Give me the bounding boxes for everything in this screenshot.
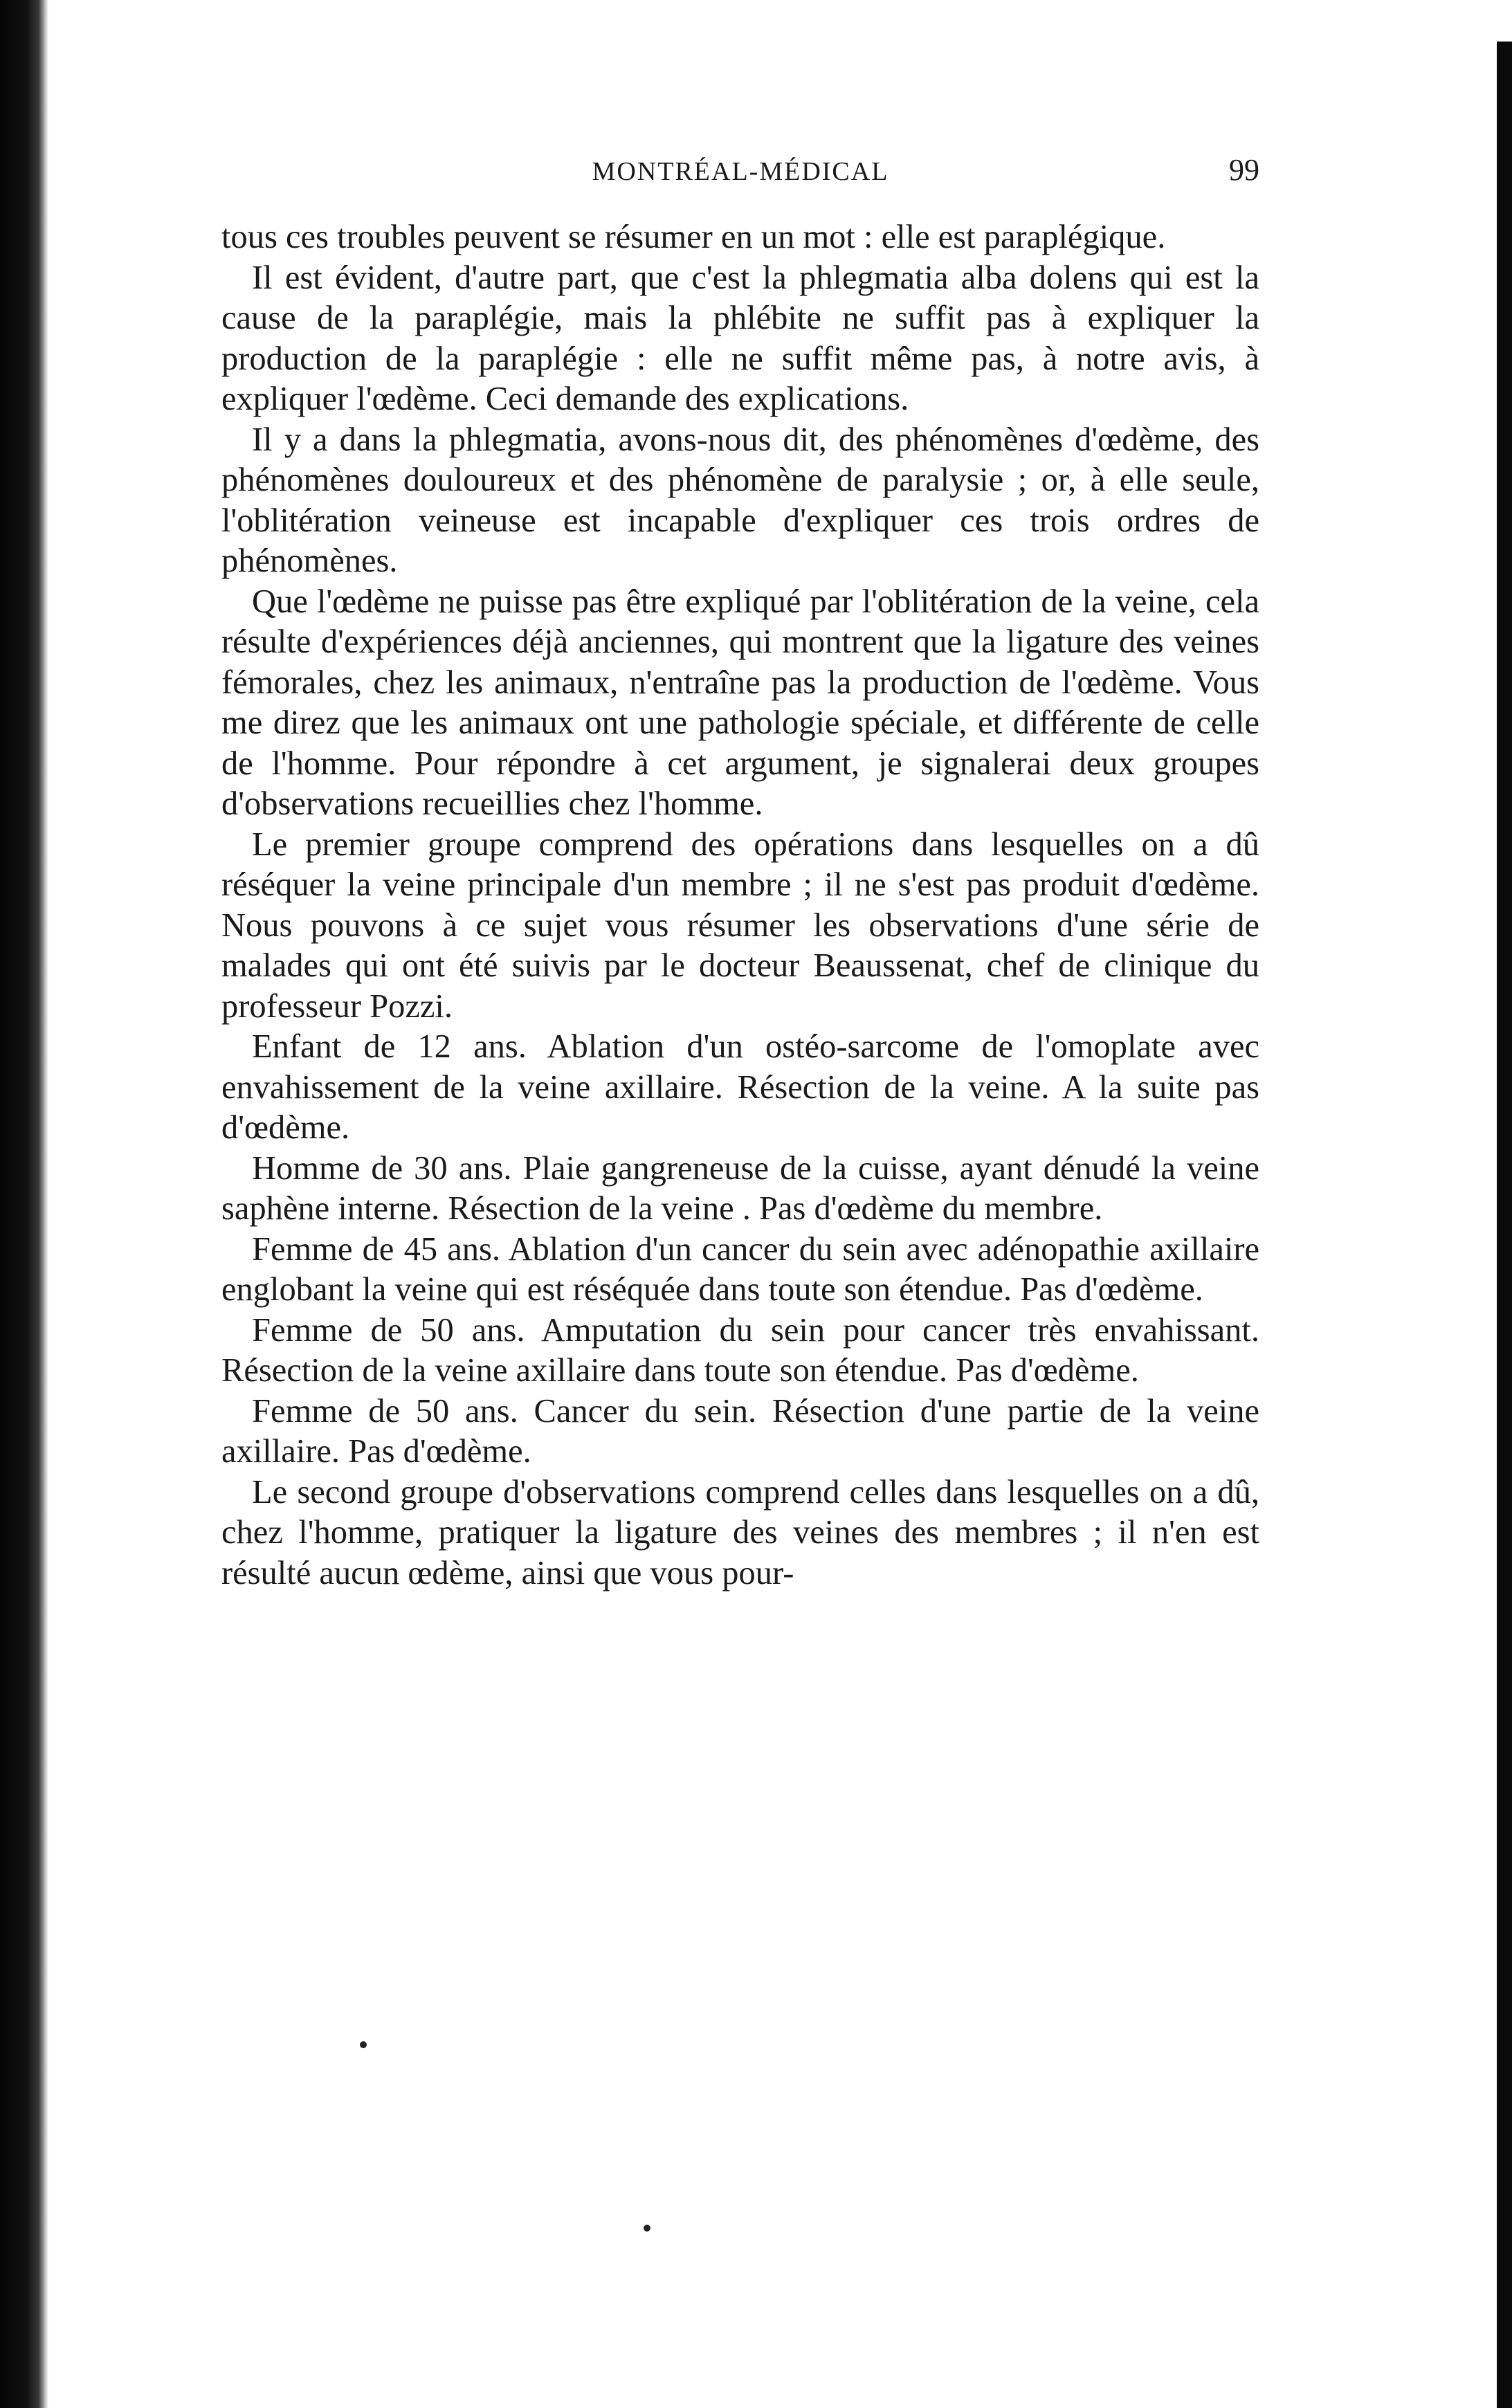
paragraph-11: Le second groupe d'observations comprend celles dans lesquelles on a dû, chez l'homme, pratiquer la ligature des veines des membres ; il n'en est résulté aucun œdème, ainsi que vous pour- [221,1473,1259,1591]
scan-speck [360,2041,367,2048]
paragraph-10: Femme de 50 ans. Cancer du sein. Résection d'une partie de la veine axillaire. Pas d'œdème. [221,1392,1259,1470]
running-title: MONTRÉAL-MÉDICAL [592,157,889,186]
paragraph-8: Femme de 45 ans. Ablation d'un cancer du sein avec adénopathie axillaire englobant la veine qui est réséquée dans toute son étendue. Pas d'œdème. [221,1230,1259,1308]
paragraph-6: Enfant de 12 ans. Ablation d'un ostéo-sarcome de l'omoplate avec envahissement de la veine axillaire. Résection de la veine. A la suite pas d'œdème. [221,1028,1259,1146]
scan-edge-left [0,0,48,2408]
page-number: 99 [1229,153,1259,187]
scan-edge-right [1497,42,1512,2408]
paragraph-4: Que l'œdème ne puisse pas être expliqué par l'oblitération de la veine, cela résulte d'expériences déjà anciennes, qui montrent que la ligature des veines fémorales, chez les animaux, n'entraîne pas la production de l'œdème. Vous me direz que les animaux ont une pathologie spéciale, et différente de celle de l'homme. Pour répondre à cet argument, je signalerai deux groupes d'observations recueillies chez l'homme. [221,583,1259,822]
paragraph-2: Il est évident, d'autre part, que c'est la phlegmatia alba dolens qui est la cause de la paraplégie, mais la phlébite ne suffit pas à expliquer la production de la paraplégie : elle ne suffit même pas, à notre avis, à expliquer l'œdème. Ceci demande des explications. [221,259,1259,417]
paragraph-7: Homme de 30 ans. Plaie gangreneuse de la cuisse, ayant dénudé la veine saphène interne. Résection de la veine . Pas d'œdème du membre. [221,1149,1259,1227]
paragraph-1: tous ces troubles peuvent se résumer en un mot : elle est paraplégique. [221,219,1166,255]
book-page [221,138,1259,1594]
paragraph-5: Le premier groupe comprend des opérations dans lesquelles on a dû réséquer la veine principale d'un membre ; il ne s'est pas produit d'œdème. Nous pouvons à ce sujet vous résumer les observations d'une série de malades qui ont été suivis par le docteur Beaussenat, chef de clinique du professeur Pozzi. [221,826,1259,1025]
paragraph-9: Femme de 50 ans. Amputation du sein pour cancer très envahissant. Résection de la veine axillaire dans toute son étendue. Pas d'œdème. [221,1311,1259,1389]
scan-speck [644,2225,650,2232]
body-text [221,217,1259,1594]
paragraph-3: Il y a dans la phlegmatia, avons-nous dit, des phénomènes d'œdème, des phénomènes douloureux et des phénomène de paralysie ; or, à elle seule, l'oblitération veineuse est incapable d'expliquer ces trois ordres de phénomènes. [221,421,1259,579]
running-head [221,138,1259,194]
